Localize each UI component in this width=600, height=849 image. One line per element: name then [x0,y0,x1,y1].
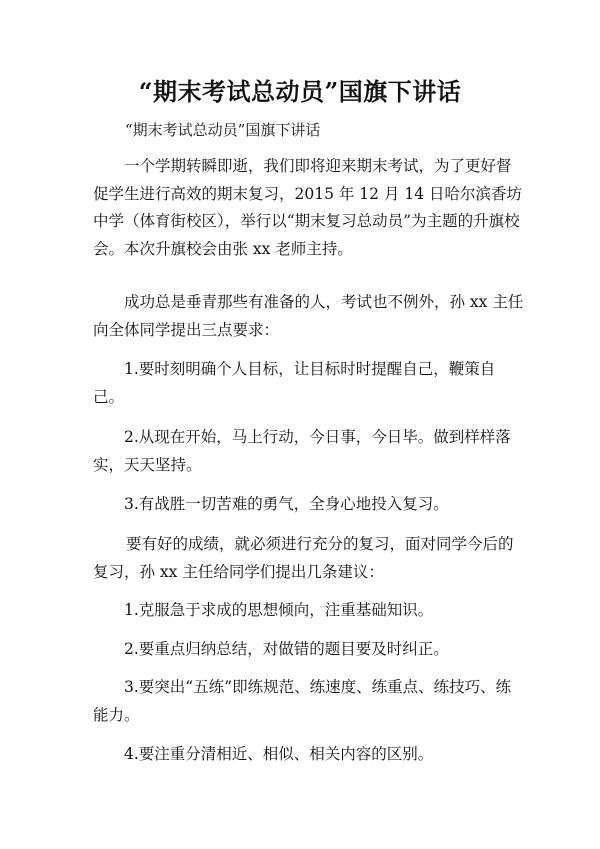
requirement-item-3: 3.有战胜一切苦难的勇气，全身心地投入复习。 [124,495,449,513]
suggestion-item-2: 2.要重点归纳总结，对做错的题目要及时纠正。 [124,640,449,658]
suggestion-item-3: 3.要突出“五练”即练规范、练速度、练重点、练技巧、练能力。 [93,678,512,724]
document-subtitle: “期末考试总动员”国旗下讲话 [125,121,321,139]
requirement-item-1: 1.要时刻明确个人目标，让目标时时提醒自己，鞭策自己。 [93,360,496,406]
paragraph-suggestions-intro: 要有好的成绩，就必须进行充分的复习，面对同学今后的复习，孙 xx 主任给同学们提出几条建议： [93,535,514,581]
paragraph-requirements-intro: 成功总是垂青那些有准备的人，考试也不例外，孙 xx 主任向全体同学提出三点要求： [93,293,524,339]
paragraph-intro: 一个学期转瞬即逝，我们即将迎来期末考试，为了更好督促学生进行高效的期末复习，2015 年 12 月 14 日哈尔滨香坊中学（体育街校区），举行以“期末复习总动员”为主题的升旗校会。本次升旗校会由张 xx 老师主持。 [93,157,523,258]
suggestion-item-1: 1.克服急于求成的思想倾向，注重基础知识。 [124,601,434,619]
requirement-item-2: 2.从现在开始，马上行动，今日事，今日毕。做到样样落实，天天坚持。 [93,428,511,474]
document-title: “期末考试总动员”国旗下讲话 [138,77,462,106]
suggestion-item-4: 4.要注重分清相近、相似、相关内容的区别。 [124,745,434,763]
